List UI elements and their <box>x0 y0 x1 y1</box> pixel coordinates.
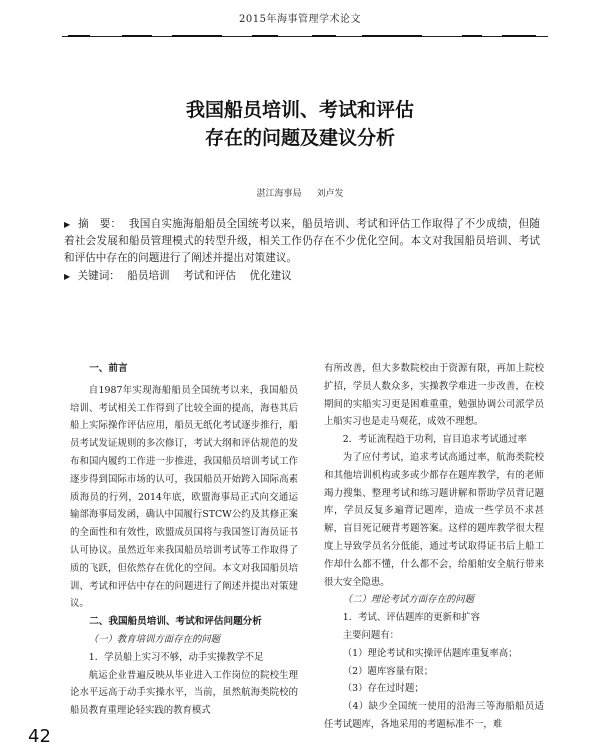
section-heading-analysis: 二、我国船员培训、考试和评估问题分析 <box>89 616 262 628</box>
author-name: 刘卢发 <box>316 189 344 199</box>
item-heading: 1．学员船上实习不够，动手实操教学不足 <box>88 651 264 663</box>
item-heading: 1．考试、评估题库的更新和扩容 <box>342 612 481 624</box>
header-rule <box>62 36 548 39</box>
authors <box>0 186 600 199</box>
subsection-heading: （一）教育培训方面存在的问题 <box>88 633 221 645</box>
article-title <box>0 96 600 152</box>
page-number: 42 <box>28 726 51 747</box>
section-heading-preface: 一、前言 <box>89 363 128 374</box>
body-paragraph: 航运企业普遍反映从毕业进入工作岗位的院校生理论水平远高于动手实操水平，当前，虽然航海类院校的船员教育重理论轻实践的教育模式 <box>70 669 298 717</box>
body-paragraph: 自1987年实现海船船员全国统考以来，我国船员培训、考试相关工作得到了比较全面的提高，海巷其后船上实际操作评估应用，船员无纸化考试逐步推行，船员考试发证规则的多次修订，考试大纲和评估规范的发布和国内履约工作进一步推进，我国船员培训考试工作逐步得到国际市场的认可，我国船员开始跨入国际高素质海员的行列，2014年底，欧盟海事局正式向交通运输部海事局发函，确认中国履行STCW公约及其修正案的全面性和有效性，欧盟成员国将与我国签订海员证书认可协议。虽然近年来我国船员培训考试等工作取得了质的飞跃，但依然存在优化的空间。本文对我国船员培训、考试和评估中存在的问题进行了阐述并提出对策建议。 <box>70 384 298 610</box>
abstract-paragraph <box>64 216 540 267</box>
keyword: 船员培训 <box>127 270 170 282</box>
triangle-bullet-icon: ▶ <box>64 272 71 281</box>
list-item: （1）理论考试和实操评估题库重复率高； <box>342 647 518 659</box>
triangle-bullet-icon: ▶ <box>64 220 71 229</box>
left-column <box>70 360 298 720</box>
keyword: 考试和评估 <box>183 270 236 282</box>
keywords-label: 关键词： <box>77 270 120 282</box>
keyword: 优化建议 <box>249 270 292 282</box>
list-item: （3）存在过时题； <box>342 683 424 695</box>
keywords-line <box>64 268 540 285</box>
title-line-2: 存在的问题及建议分析 <box>204 127 395 149</box>
abstract-text: 我国自实施海船船员全国统考以来，船员培训、考试和评估工作取得了不少成绩，但随着社会发展和船员管理模式的转型升级，相关工作仍存在不少优化空间。本文对我国船员培训、考试和评估中存在的问题进行了阐述并提出对策建议。 <box>64 218 541 264</box>
abstract-label: 摘 要： <box>78 218 122 230</box>
right-column <box>324 360 544 734</box>
body-paragraph: 有所改善，但大多数院校由于资源有限，再加上院校扩招，学员人数众多，实操教学难进一步改善，在校期间的实船实习更是困难重重，勉强协调公司派学员上船实习也是走马观花，成效不理想。 <box>324 363 544 428</box>
body-paragraph: 为了应付考试，追求考试高通过率，航海类院校和其他培训机构或多或少都存在题库教学，有的老师竭力搜集、整理考试和练习题讲解和帮助学员背记题库，学员反复多遍背记题库，造成一些学员不求甚解，盲目死记硬背考题答案。这样的题库教学很大程度上导致学员名分低能，通过考试取得证书后上船工作却什么都不懂，什么都不会，给船舶安全航行带来很大安全隐患。 <box>324 451 544 588</box>
title-line-1: 我国船员培训、考试和评估 <box>185 99 414 121</box>
subsection-heading: （二）理论考试方面存在的问题 <box>342 594 475 606</box>
journal-header: 2015年海事管理学术论文 <box>239 14 361 25</box>
item-heading: 2．考证流程趋于功利，盲目追求考试通过率 <box>342 434 527 446</box>
body-paragraph: 主要问题有： <box>342 629 400 641</box>
list-item: （4）缺少全国统一使用的沿海三等海船船员适任考试题库，各地采用的考题标准不一，难 <box>324 701 544 730</box>
abstract-block <box>64 216 540 285</box>
list-item: （2）题库容量有限； <box>342 665 434 677</box>
author-affiliation: 湛江海事局 <box>256 189 302 199</box>
